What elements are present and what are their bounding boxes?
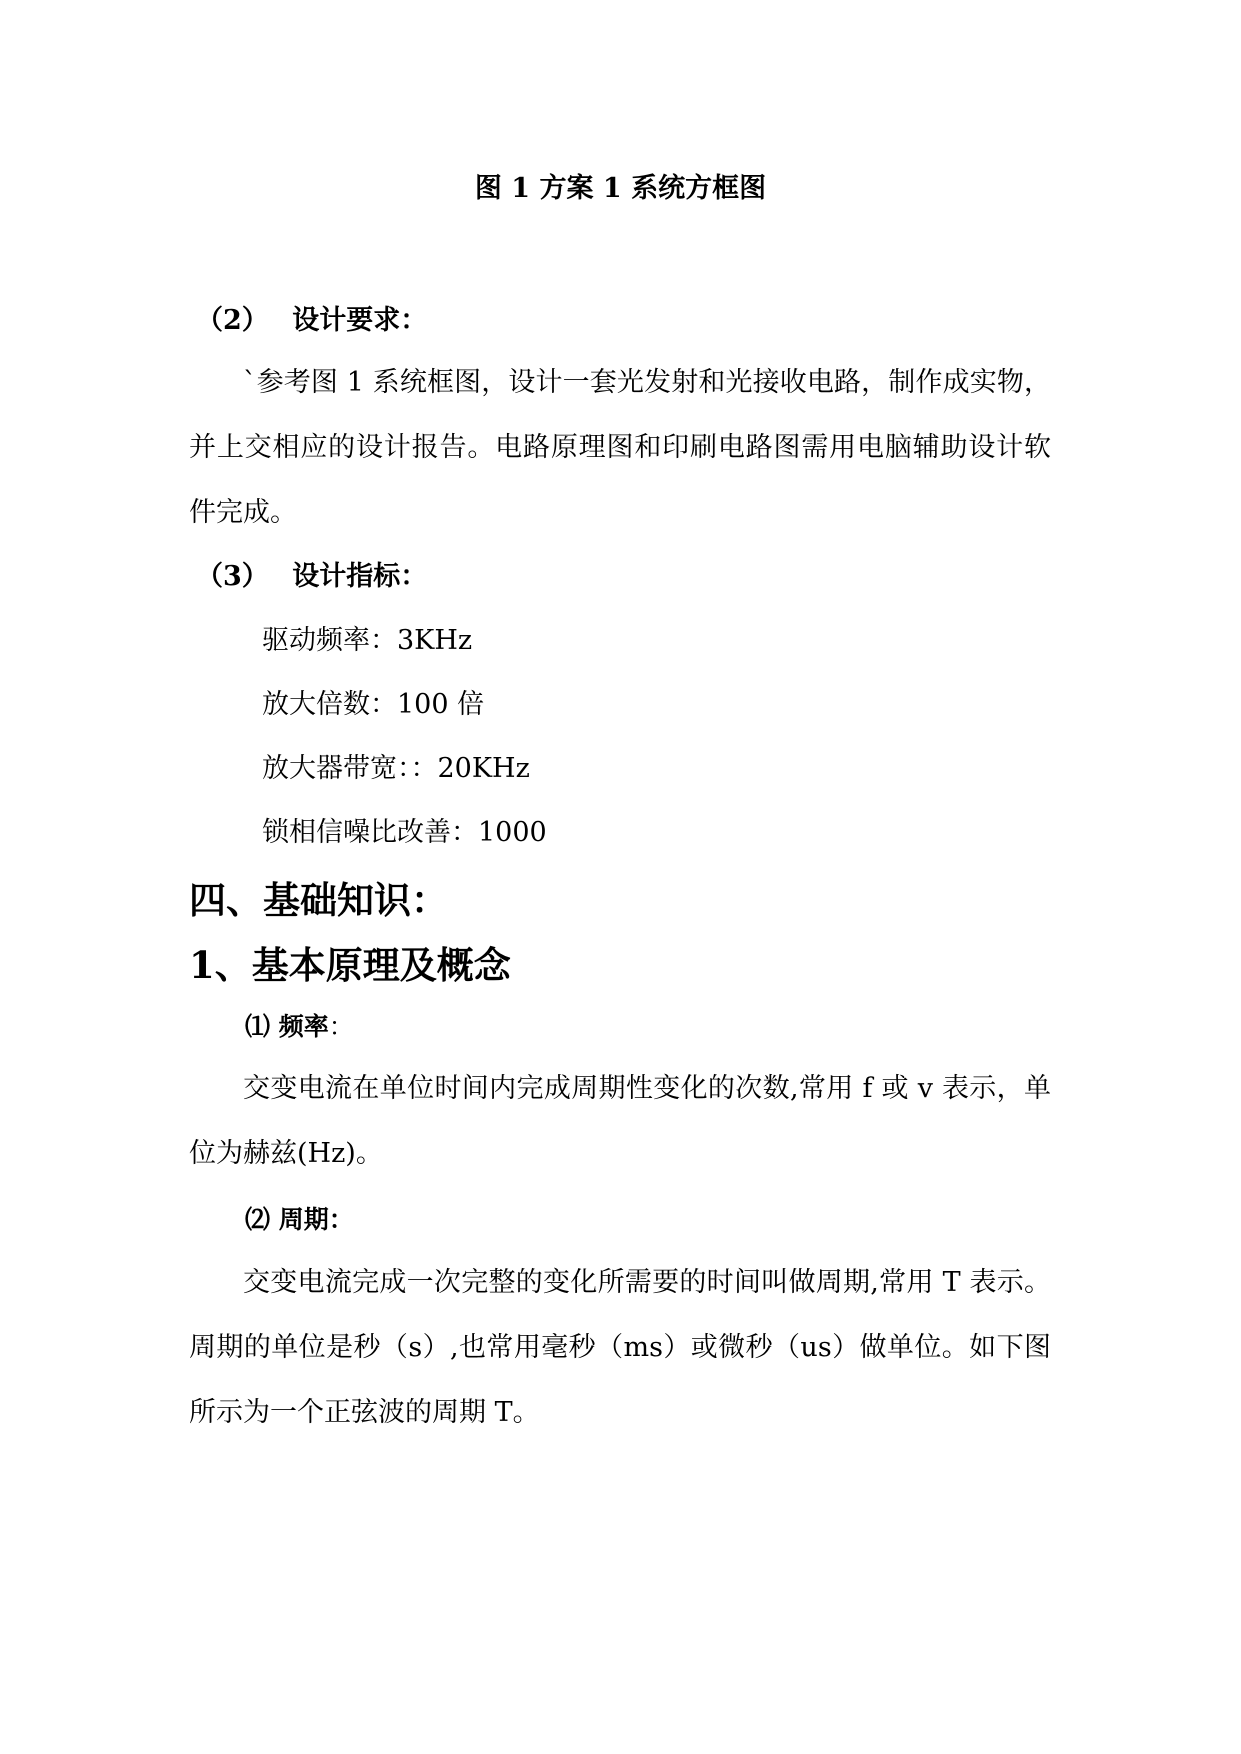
section-3-number: （3） (196, 561, 269, 592)
section-heading: 1、基本原理及概念 (189, 943, 511, 987)
spec-amplification-factor: 放大倍数：100 倍 (262, 689, 485, 720)
spec-snr-improvement: 锁相信噪比改善：1000 (262, 817, 547, 848)
section-3-title: 设计指标： (292, 561, 428, 592)
period-heading: ⑵ 周期： (245, 1205, 354, 1234)
frequency-label: ⑴ 频率 (245, 1012, 329, 1041)
period-paragraph: 交变电流完成一次完整的变化所需要的时间叫做周期,常用 T 表示。周期的单位是秒（s）,也常用毫秒（ms）或微秒（us）做单位。如下图所示为一个正弦波的周期 T。 (189, 1267, 1051, 1428)
spec-drive-frequency: 驱动频率：3KHz (262, 625, 473, 656)
spec-amplifier-bandwidth: 放大器带宽：：20KHz (262, 753, 530, 784)
section-3-heading (196, 554, 427, 593)
section-2-heading (196, 298, 427, 337)
figure-caption: 图 1 方案 1 系统方框图 (474, 173, 767, 204)
frequency-colon: ： (328, 1012, 354, 1041)
section-2-title: 设计要求： (292, 305, 428, 336)
frequency-paragraph: 交变电流在单位时间内完成周期性变化的次数,常用 f 或 v 表示，单位为赫兹(Hz)。 (189, 1073, 1051, 1169)
section-2-number: （2） (196, 305, 269, 336)
chapter-heading: 四、基础知识： (189, 878, 448, 922)
frequency-heading (245, 1007, 354, 1043)
design-requirements-paragraph: `参考图 1 系统框图，设计一套光发射和光接收电路，制作成实物，并上交相应的设计报告。电路原理图和印刷电路图需用电脑辅助设计软件完成。 (189, 367, 1051, 528)
